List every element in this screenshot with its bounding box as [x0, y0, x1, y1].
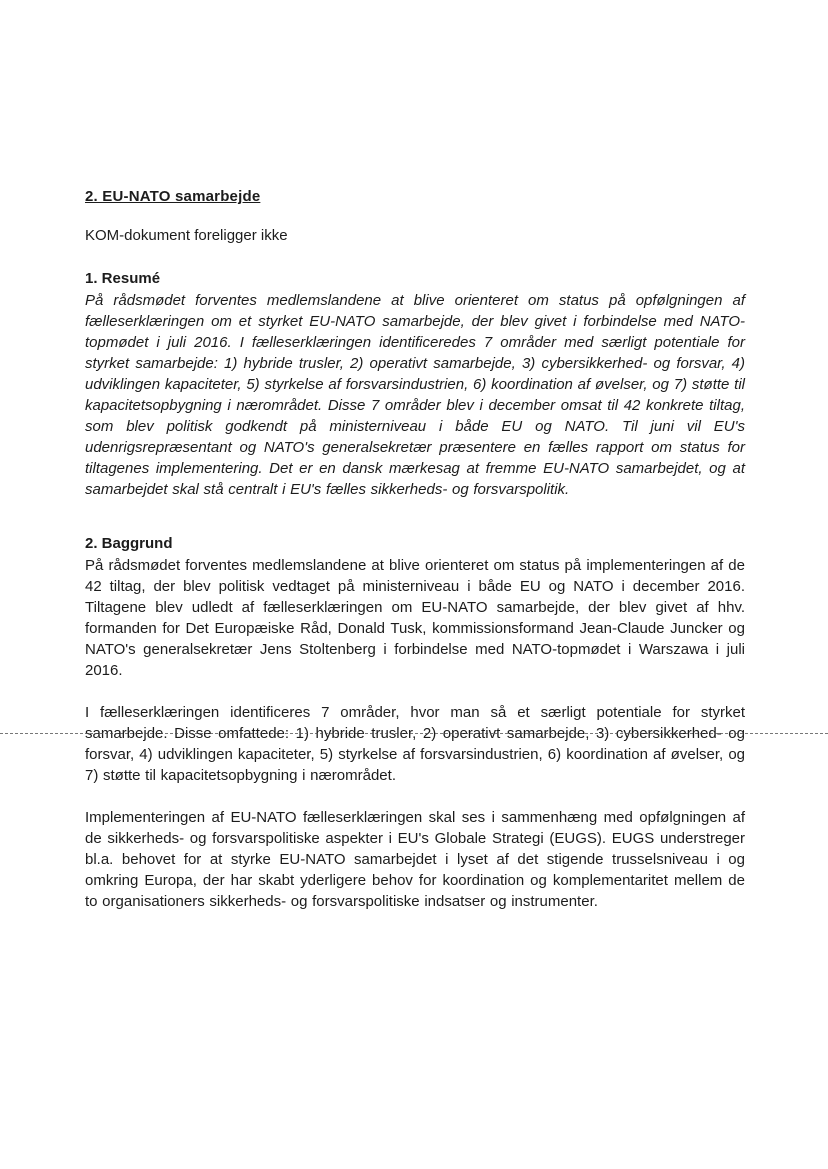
- kom-document-note: KOM-dokument foreligger ikke: [85, 227, 288, 244]
- section-gap: [85, 521, 745, 533]
- section-heading-resume: 1. Resumé: [85, 270, 161, 287]
- baggrund-paragraph-3: Implementeringen af EU-NATO fælleserklæringen skal ses i sammenhæng med opfølgningen af de sikkerheds- og forsvarspolitiske aspekter i EU's Globale Strategi (EUGS). EUGS understreger bl.a. behovet for at styrke EU-NATO samarbejdet i lyset af det stigende trusselsniveau i og omkring Europa, der har skabt yderligere behov for koordination og komplementaritet mellem de to organisationers sikkerheds- og forsvarspolitiske indsatser og instrumenter.: [85, 809, 745, 910]
- document-content: [85, 188, 745, 933]
- document-title: 2. EU-NATO samarbejde: [85, 188, 261, 205]
- baggrund-paragraph-1: På rådsmødet forventes medlemslandene at blive orienteret om status på implementeringen af de 42 tiltag, der blev politisk vedtaget på ministerniveau i både EU og NATO i december 2016. Tiltagene blev udledt af fælleserklæringen om EU-NATO samarbejde, der blev givet af hhv. formanden for Det Europæiske Råd, Donald Tusk, kommissionsformand Jean-Claude Juncker og NATO's generalsekretær Jens Stoltenberg i forbindelse med NATO-topmødet i Warszawa i juli 2016.: [85, 557, 745, 679]
- resume-paragraph: På rådsmødet forventes medlemslandene at blive orienteret om status på opfølgningen af fælleserklæringen om et styrket EU-NATO samarbejde, der blev givet i forbindelse med NATO-topmødet i juli 2016. I fælleserklæringen identificeredes 7 områder med særligt potentiale for styrket samarbejde: 1) hybride trusler, 2) operativt samarbejde, 3) cybersikkerhed- og forsvar, 4) udviklingen kapaciteter, 5) styrkelse af forsvarsindustrien, 6) koordination af øvelser, og 7) støtte til kapacitetsopbygning i nærområdet. Disse 7 områder blev i december omsat til 42 konkrete tiltag, som blev politisk godkendt på ministerniveau i både EU og NATO. Til juni vil EU's udenrigsrepræsentant og NATO's generalsekretær præsentere en fælles rapport om status for tiltagenes implementering. Det er en dansk mærkesag at fremme EU-NATO samarbejdet, og at samarbejdet skal stå centralt i EU's fælles sikkerheds- og forsvarspolitik.: [85, 292, 745, 498]
- baggrund-paragraph-2: I fælleserklæringen identificeres 7 områder, hvor man så et særligt potentiale for styrket samarbejde. Disse omfattede: 1) hybride trusler, 2) operativt samarbejde, 3) cybersikkerhed- og forsvar, 4) udviklingen kapaciteter, 5) styrkelse af forsvarsindustrien, 6) koordination af øvelser, og 7) støtte til kapacitetsopbygning i nærområdet.: [85, 704, 745, 784]
- section-heading-baggrund: 2. Baggrund: [85, 535, 173, 552]
